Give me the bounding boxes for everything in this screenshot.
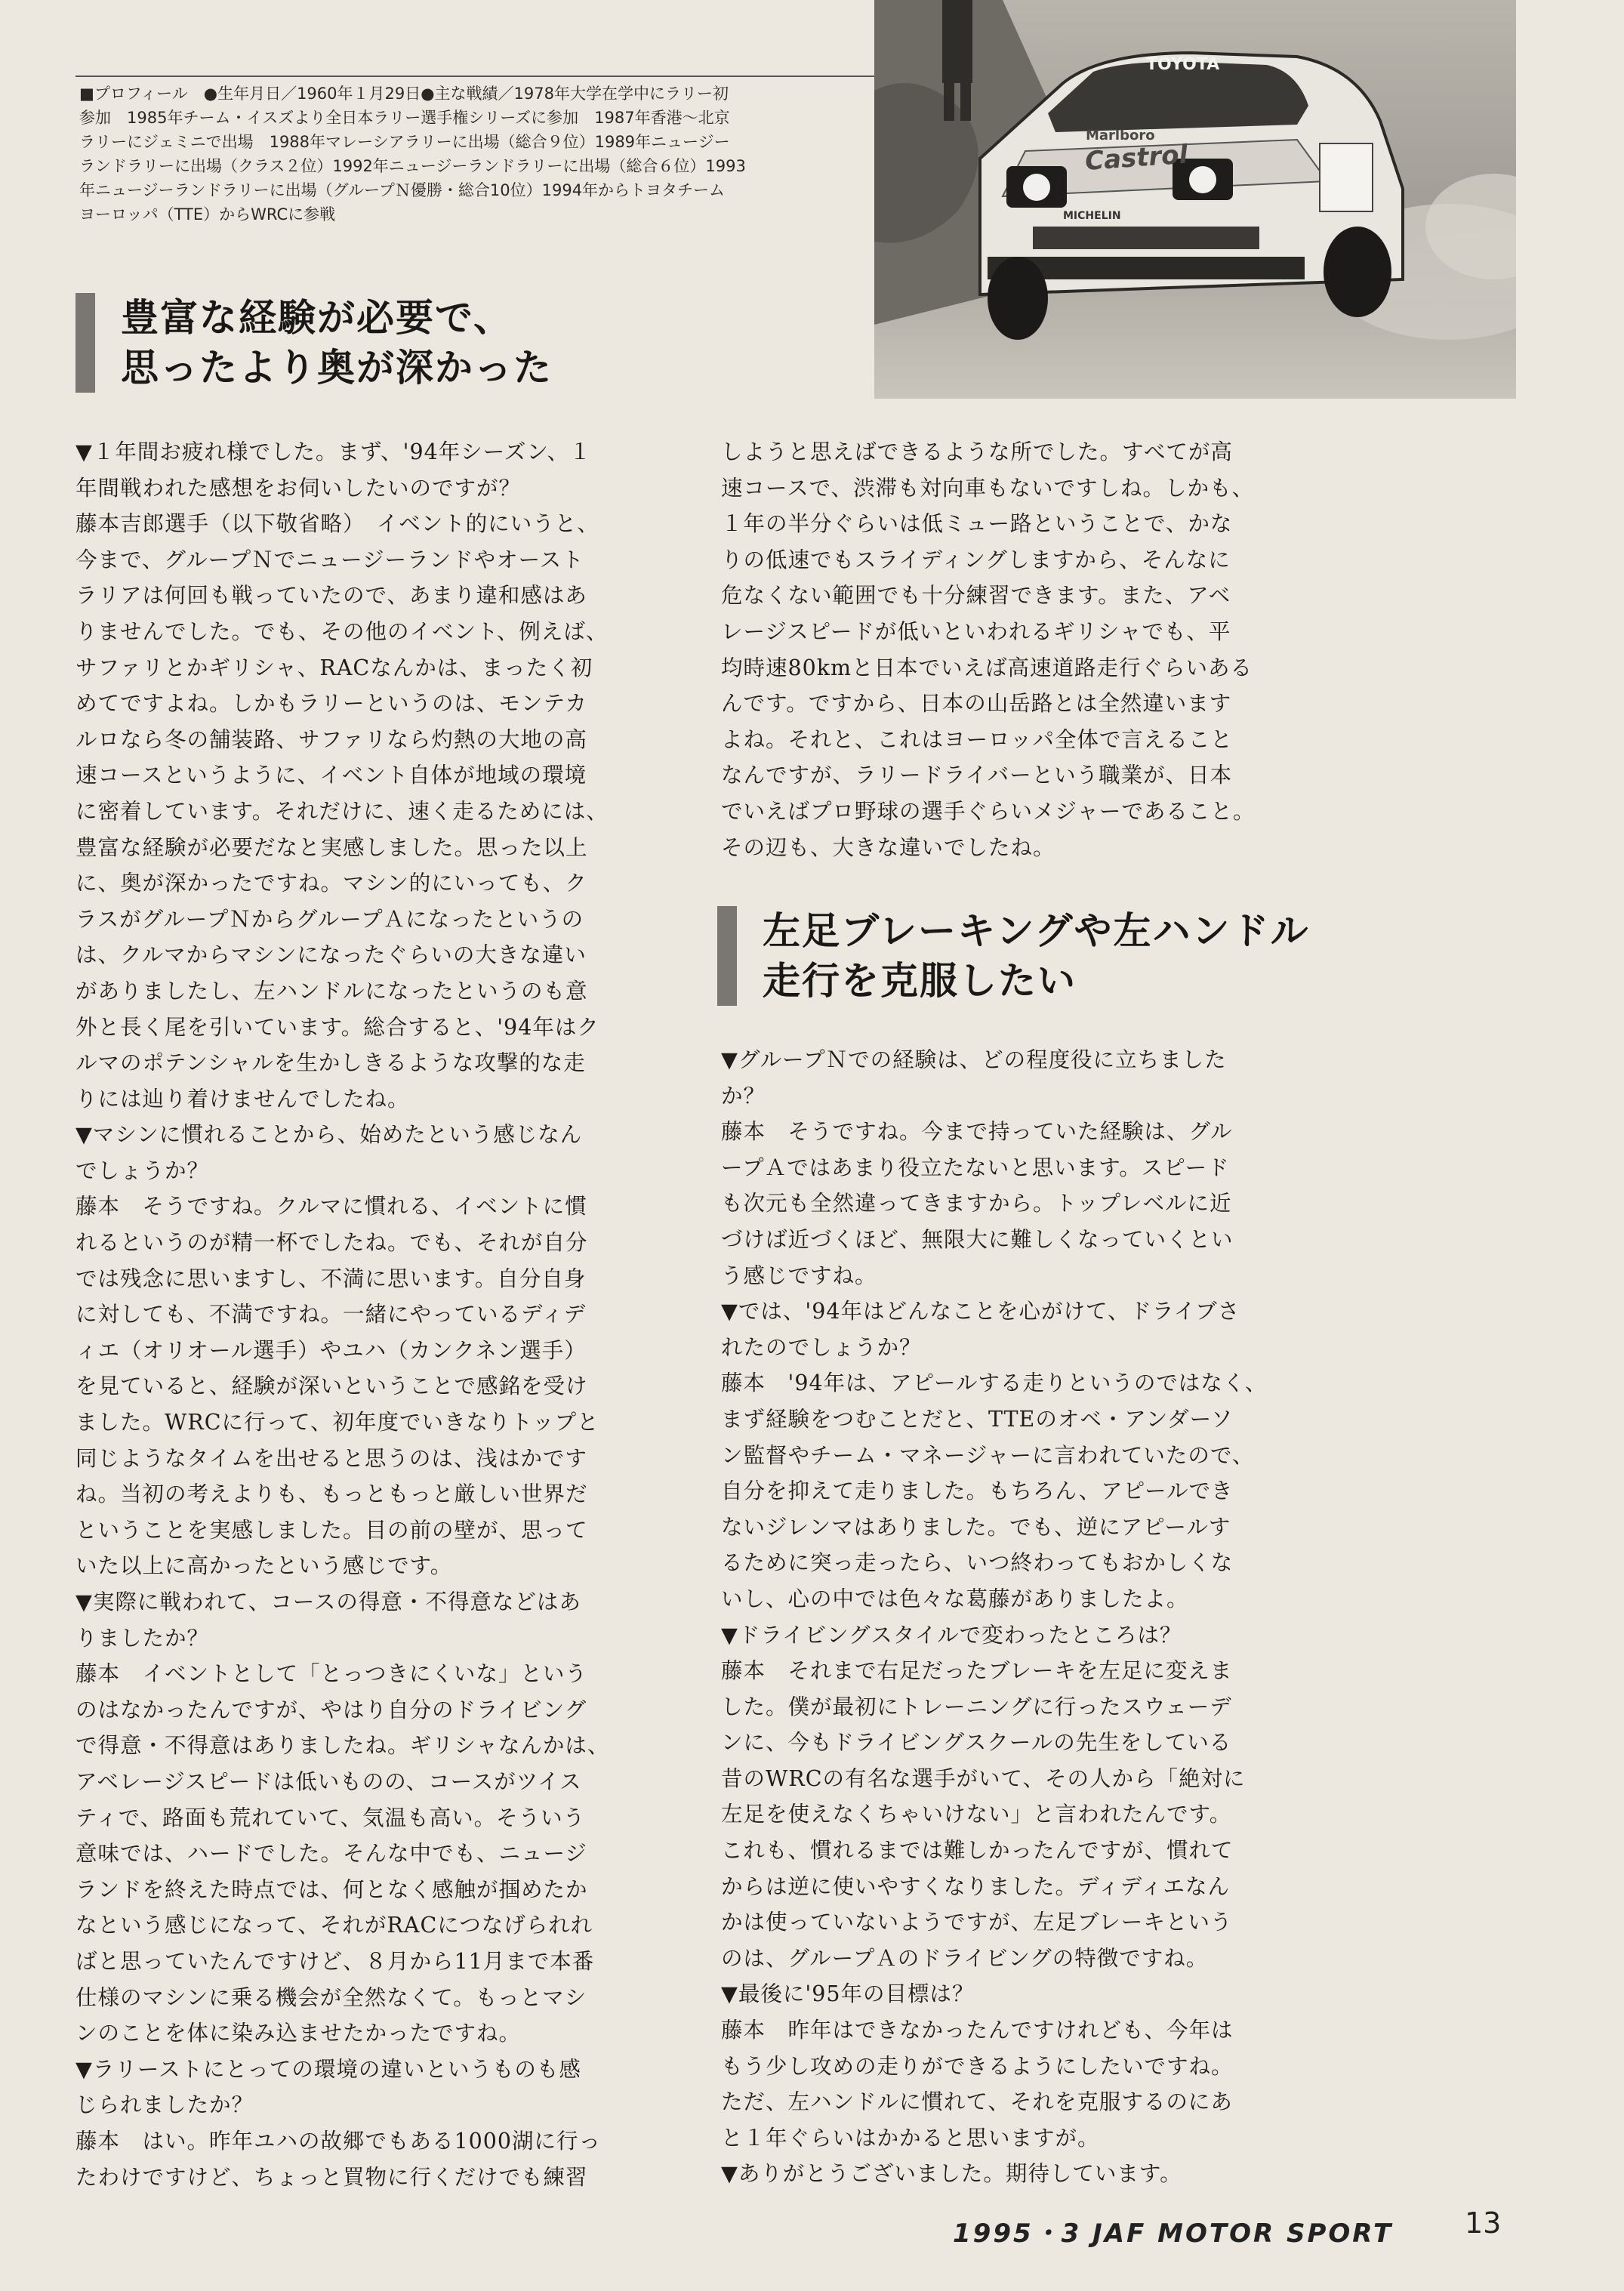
heading-bar — [75, 293, 95, 393]
profile-top-rule — [75, 76, 876, 77]
body-line: ランドを終えた時点では、何となく感触が掴めたか — [75, 1876, 588, 1902]
heading-text — [121, 293, 553, 393]
body-line: ルロなら冬の舗装路、サファリなら灼熱の大地の高 — [75, 726, 587, 752]
body-line: に、奥が深かったですね。マシン的にいっても、ク — [75, 871, 587, 896]
body-line: づけば近づくほど、無限大に難しくなっていくとい — [721, 1226, 1234, 1252]
body-line: 外と長く尾を引いています。総合すると、'94年はク — [75, 1014, 599, 1040]
magazine-footer: 1995・3 JAF MOTOR SPORT — [953, 2219, 1394, 2249]
body-line: りませんでした。でも、その他のイベント、例えば、 — [75, 618, 609, 644]
body-line: 均時速80kmと日本でいえば高速道路走行ぐらいある — [721, 655, 1253, 680]
body-line: 年間戦われた感想をお伺いしたいのですが？ — [75, 475, 522, 501]
body-line: アベレージスピードは低いものの、コースがツイス — [75, 1768, 582, 1794]
heading-text — [763, 906, 1310, 1006]
body-line: その辺も、大きな違いでしたね。 — [721, 834, 1055, 860]
body-line: サファリとかギリシャ、RACなんかは、まったく初 — [75, 655, 593, 680]
body-line: からは逆に使いやすくなりました。ディディエなん — [721, 1873, 1230, 1899]
body-line: ィエ（オリオール選手）やユハ（カンクネン選手） — [75, 1337, 587, 1363]
body-line: ▼ありがとうございました。期待しています。 — [721, 2161, 1182, 2187]
body-line: 藤本吉郎選手（以下敬省略） イベント的にいうと、 — [75, 511, 599, 537]
body-line: ▼１年間お疲れ様でした。まず、'94年シーズン、１ — [75, 439, 592, 464]
body-line: 藤本 そうですね。クルマに慣れる、イベントに慣 — [75, 1194, 587, 1220]
body-line: ▼ラリーストにとっての環境の違いというものも感 — [75, 2056, 581, 2082]
body-line: 仕様のマシンに乗る機会が全然なくて。もっとマシ — [75, 1984, 587, 2010]
body-line: ということを実感しました。目の前の壁が、思って — [75, 1517, 588, 1543]
body-line: ルマのポテンシャルを生かしきるような攻撃的な走 — [75, 1050, 586, 1076]
body-line: よね。それと、これはヨーロッパ全体で言えること — [721, 726, 1233, 752]
body-line: 同じようなタイムを出せると思うのは、浅はかです — [75, 1445, 587, 1471]
body-line: で得意・不得意はありましたね。ギリシャなんかは、 — [75, 1733, 610, 1759]
heading-line: 左足ブレーキングや左ハンドル — [763, 909, 1310, 953]
body-line: 左足を使えなくちゃいけない」と言われたんです。 — [721, 1802, 1232, 1827]
car-brand-text: TOYOTA — [1146, 55, 1220, 74]
body-line: じられましたか？ — [75, 2092, 254, 2118]
body-line: ね。当初の考えよりも、もっともっと厳しい世界だ — [75, 1482, 588, 1507]
body-line: 藤本 はい。昨年ユハの故郷でもある1000湖に行っ — [75, 2128, 602, 2154]
body-line: 昔のWRCの有名な選手がいて、その人から「絶対に — [721, 1765, 1246, 1791]
body-line: ンに、今もドライビングスクールの先生をしている — [721, 1730, 1232, 1756]
body-line: ン監督やチーム・マネージャーに言われていたので、 — [721, 1442, 1255, 1468]
body-line: ▼実際に戦われて、コースの得意・不得意などはあ — [75, 1590, 581, 1614]
profile-box — [79, 82, 872, 227]
body-line: いた以上に高かったという感じです。 — [75, 1553, 453, 1579]
body-line: と１年ぐらいはかかると思いますが。 — [721, 2125, 1100, 2151]
car-sponsor-text: Castrol — [1083, 139, 1189, 177]
body-line: がありましたし、左ハンドルになったというのも意 — [75, 978, 588, 1004]
body-line: 藤本 昨年はできなかったんですけれども、今年は — [721, 2018, 1234, 2043]
body-line: う感じですね。 — [721, 1263, 877, 1288]
body-line: ラスがグループＮからグループＡになったというの — [75, 906, 584, 932]
body-line: 自分を抑えて走りました。もちろん、アピールでき — [721, 1479, 1234, 1504]
heading-line: 走行を克服したい — [763, 959, 1077, 1003]
body-line: 意味では、ハードでした。そんな中でも、ニュージ — [75, 1841, 587, 1867]
profile-line: ラリーにジェミニで出場 1988年マレーシアラリーに出場（総合９位）1989年ニュージー — [79, 133, 730, 151]
right-column-bottom-text — [721, 1042, 1302, 2192]
body-line: るために突っ走ったら、いつ終わってもおかしくな — [721, 1550, 1234, 1576]
profile-line: ■プロフィール ●生年月日／1960年１月29日●主な戦績／1978年大学在学中にラリー初 — [79, 85, 729, 103]
heading-line: 豊富な経験が必要で、 — [121, 296, 513, 340]
body-line: に対しても、不満ですね。一緒にやっているディデ — [75, 1302, 587, 1327]
body-line: 藤本 イベントとして「とっつきにくいな」という — [75, 1661, 587, 1687]
body-line: りには辿り着けませんでしたね。 — [75, 1086, 410, 1112]
body-line: ばと思っていたんですけど、８月から11月まで本番 — [75, 1948, 595, 1974]
body-line: ▼グループＮでの経験は、どの程度役に立ちました — [721, 1047, 1227, 1072]
body-line: なという感じになって、それがRACにつなげられれ — [75, 1913, 593, 1938]
body-line: ープＡではあまり役立たないと思います。スピード — [721, 1155, 1230, 1180]
body-line: ▼ドライビングスタイルで変わったところは？ — [721, 1622, 1182, 1648]
body-line: いし、心の中では色々な葛藤がありましたよ。 — [721, 1586, 1189, 1611]
body-line: した。僕が最初にトレーニングに行ったスウェーデ — [721, 1694, 1232, 1719]
body-line: を見ていると、経験が深いということで感銘を受け — [75, 1374, 588, 1399]
body-line: れるというのが精一杯でしたね。でも、それが自分 — [75, 1230, 588, 1256]
section-heading-1 — [75, 293, 553, 393]
body-line: りの低速でもスライディングしますから、そんなに — [721, 547, 1231, 572]
body-line: なんですが、ラリードライバーという職業が、日本 — [721, 763, 1233, 788]
body-line: か？ — [721, 1083, 766, 1108]
heading-line: 思ったより奥が深かった — [121, 346, 553, 390]
body-line: しようと思えばできるような所でした。すべてが高 — [721, 439, 1233, 464]
body-line: でしょうか？ — [75, 1158, 210, 1183]
body-line: １年の半分ぐらいは低ミュー路ということで、かな — [721, 511, 1233, 537]
body-line: 今まで、グループＮでニュージーランドやオースト — [75, 547, 584, 572]
car-tire-text: MICHELIN — [1063, 210, 1121, 222]
body-line: たわけですけど、ちょっと買物に行くだけでも練習 — [75, 2164, 588, 2190]
body-line: もう少し攻めの走りができるようにしたいですね。 — [721, 2053, 1234, 2079]
profile-line: ヨーロッパ（TTE）からWRCに参戦 — [79, 205, 336, 224]
profile-line: 参加 1985年チーム・イスズより全日本ラリー選手権シリーズに参加 1987年香港～北京 — [79, 109, 730, 127]
section-heading-2 — [717, 906, 1310, 1006]
body-line: れたのでしょうか？ — [721, 1334, 922, 1360]
body-line: めてですよね。しかもラリーというのは、モンテカ — [75, 691, 587, 717]
body-line: 豊富な経験が必要だなと実感しました。思った以上 — [75, 834, 588, 860]
profile-line: ランドラリーに出場（クラス２位）1992年ニュージーランドラリーに出場（総合６位）1993 — [79, 157, 746, 175]
body-line: ンのことを体に染み込ませたかったですね。 — [75, 2021, 522, 2046]
body-line: レージスピードが低いといわれるギリシャでも、平 — [721, 618, 1231, 644]
body-line: 速コースで、渋滞も対向車もないですしね。しかも、 — [721, 475, 1255, 501]
body-line: ▼では、'94年はどんなことを心がけて、ドライブさ — [721, 1299, 1240, 1324]
body-line: のは、グループＡのドライビングの特徴ですね。 — [721, 1945, 1209, 1971]
body-line: りましたか？ — [75, 1625, 210, 1651]
body-line: かは使っていないようですが、左足ブレーキという — [721, 1910, 1233, 1935]
body-line: では残念に思いますし、不満に思います。自分自身 — [75, 1266, 587, 1291]
body-line: ました。WRCに行って、初年度でいきなりトップと — [75, 1410, 599, 1435]
body-line: まず経験をつむことだと、TTEのオベ・アンダーソ — [721, 1406, 1234, 1432]
body-line: に密着しています。それだけに、速く走るためには、 — [75, 798, 609, 824]
body-line: 藤本 '94年は、アピールする走りというのではなく、 — [721, 1371, 1268, 1396]
body-line: のはなかったんですが、やはり自分のドライビング — [75, 1697, 587, 1722]
body-line: 危なくない範囲でも十分練習できます。また、アベ — [721, 583, 1231, 609]
body-line: ラリアは何回も戦っていたので、あまり違和感はあ — [75, 583, 587, 609]
body-line: んです。ですから、日本の山岳路とは全然違います — [721, 691, 1232, 717]
body-line: 藤本 そうですね。今まで持っていた経験は、グル — [721, 1119, 1233, 1145]
page-number: 13 — [1465, 2206, 1502, 2240]
body-line: ないジレンマはありました。でも、逆にアピールす — [721, 1514, 1231, 1540]
body-line: は、クルマからマシンになったぐらいの大きな違い — [75, 942, 587, 968]
body-line: 速コースというように、イベント自体が地域の環境 — [75, 763, 587, 788]
body-line: 藤本 それまで右足だったブレーキを左足に変えま — [721, 1658, 1233, 1684]
body-line: これも、慣れるまでは難しかったんですが、慣れて — [721, 1838, 1234, 1864]
profile-line: 年ニュージーランドラリーに出場（グループＮ優勝・総合10位）1994年からトヨタチーム — [79, 181, 726, 199]
body-line: でいえばプロ野球の選手ぐらいメジャーであること。 — [721, 798, 1256, 824]
body-line: ただ、左ハンドルに慣れて、それを克服するのにあ — [721, 2089, 1233, 2115]
body-line: ▼マシンに慣れることから、始めたという感じなん — [75, 1122, 583, 1148]
body-line: ティで、路面も荒れていて、気温も高い。そういう — [75, 1805, 586, 1830]
car-sponsor2-text: Marlboro — [1086, 128, 1155, 143]
right-column-top-text — [721, 434, 1302, 865]
body-line: ▼最後に'95年の目標は？ — [721, 1981, 975, 2007]
rally-car-illustration — [874, 0, 1516, 399]
body-line: も次元も全然違ってきますから。トップレベルに近 — [721, 1191, 1232, 1216]
left-column-text — [75, 434, 657, 2195]
rally-car-photo — [874, 0, 1516, 399]
heading-bar — [717, 906, 737, 1006]
